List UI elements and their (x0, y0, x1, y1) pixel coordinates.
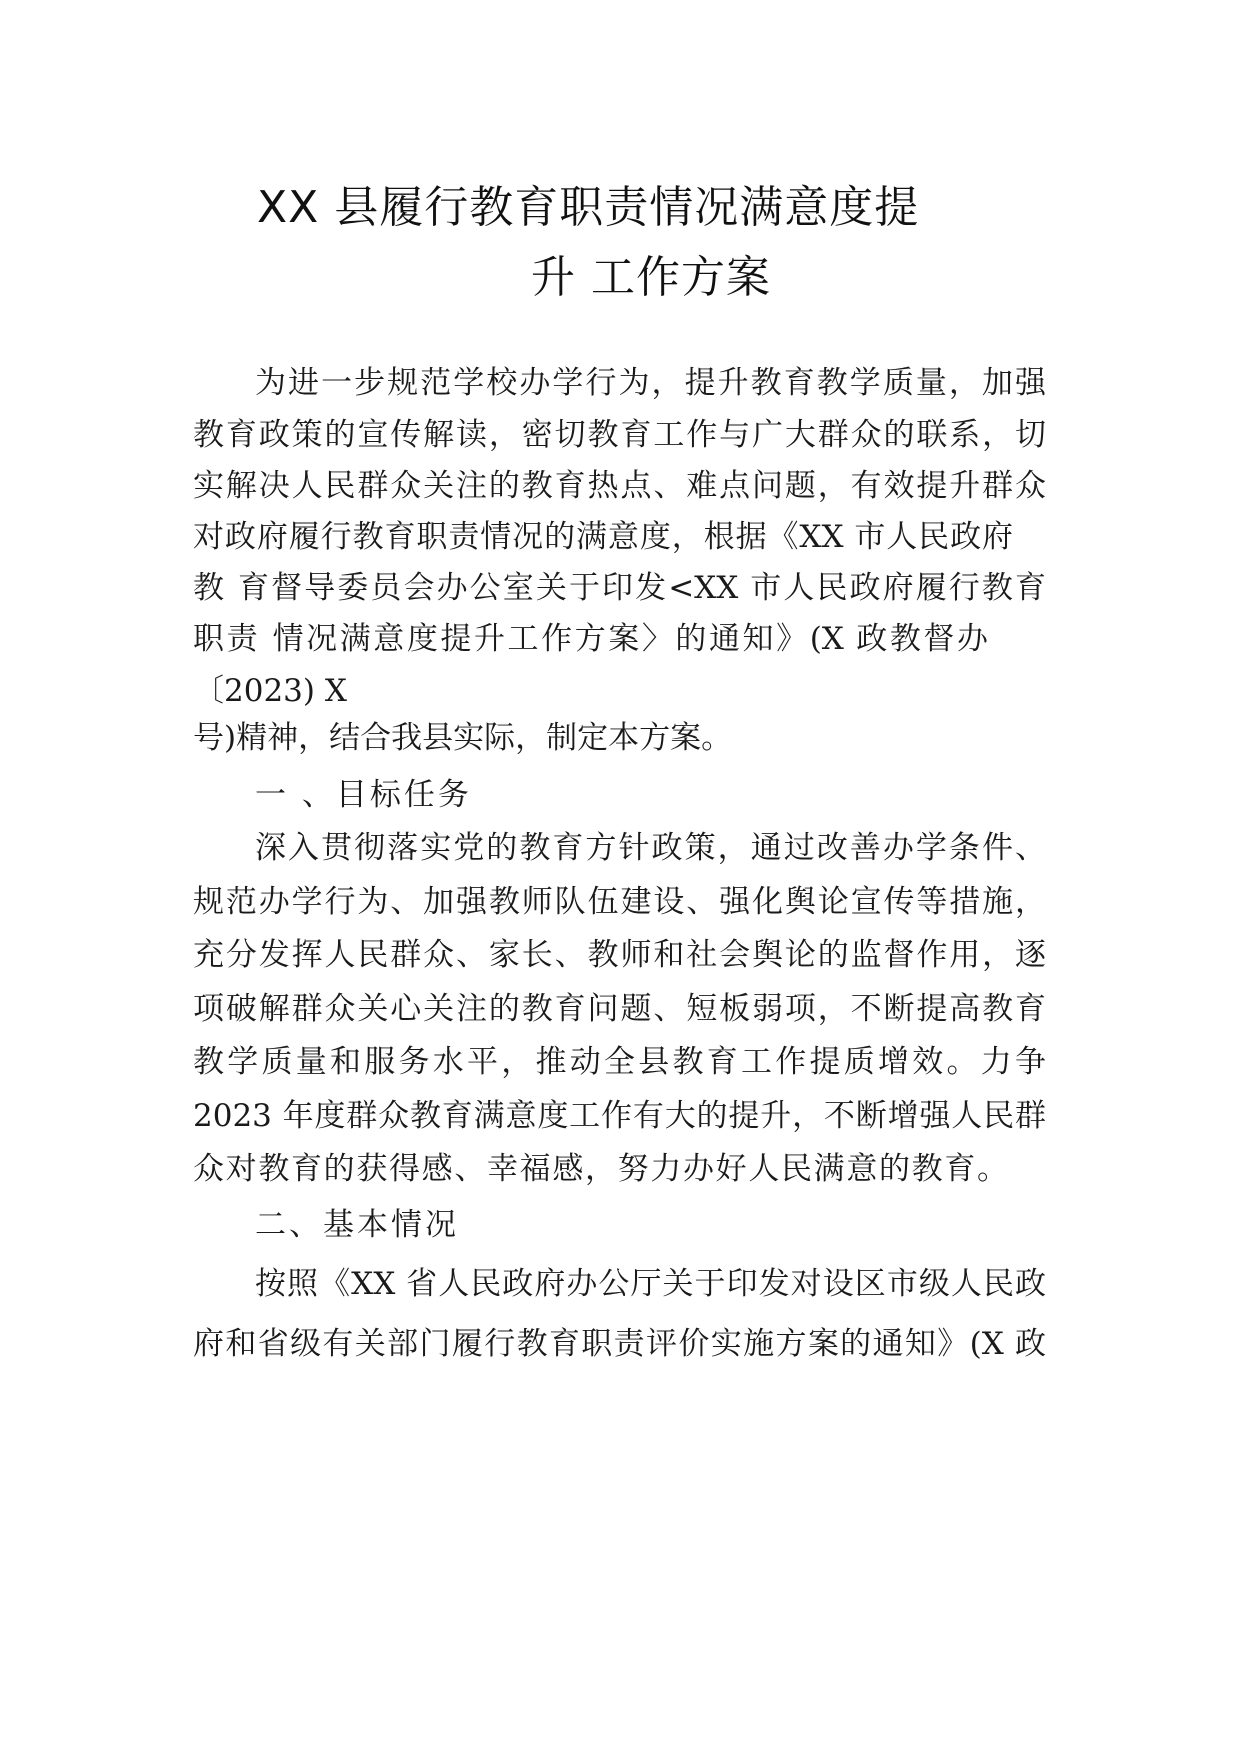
intro-line-1: 为进一步规范学校办学行为，提升教育教学质量，加强 (255, 365, 1046, 401)
intro-line-5: 教 育督导委员会办公室关于印发<XX 市人民政府履行教育 (193, 570, 1046, 606)
intro-line-4: 对政府履行教育职责情况的满意度，根据《XX 市人民政府 (193, 519, 1013, 555)
intro-line-3: 实解决人民群众关注的教育热点、难点问题，有效提升群众 (193, 468, 1046, 504)
intro-line-7: 〔2023) X (193, 673, 347, 709)
intro-line-6: 职责 情况满意度提升工作方案〉的通知》(X 政教督办 (193, 621, 988, 657)
section-1-line-5: 教学质量和服务水平，推动全县教育工作提质增效。力争 (193, 1044, 1046, 1080)
section-1-heading: 一 、目标任务 (255, 777, 472, 813)
section-1-line-6: 2023 年度群众教育满意度工作有大的提升，不断增强人民群 (193, 1098, 1046, 1134)
intro-line-8: 号)精神，结合我县实际，制定本方案。 (193, 720, 733, 756)
section-1-line-4: 项破解群众关心关注的教育问题、短板弱项，不断提高教育 (193, 991, 1046, 1027)
section-1-line-7: 众对教育的获得感、幸福感，努力办好人民满意的教育。 (193, 1151, 1008, 1187)
section-1-line-2: 规范办学行为、加强教师队伍建设、强化舆论宣传等措施， (193, 884, 1046, 920)
section-1-line-1: 深入贯彻落实党的教育方针政策，通过改善办学条件、 (255, 830, 1046, 866)
section-1-line-3: 充分发挥人民群众、家长、教师和社会舆论的监督作用，逐 (193, 937, 1046, 973)
document-title-line-2: 升 工作方案 (531, 252, 771, 303)
document-title-line-1: XX 县履行教育职责情况满意度提 (257, 182, 920, 233)
section-2-line-1: 按照《XX 省人民政府办公厅关于印发对设区市级人民政 (255, 1266, 1046, 1302)
section-2-heading: 二、基本情况 (255, 1207, 459, 1243)
section-2-line-2: 府和省级有关部门履行教育职责评价实施方案的通知》(X 政 (193, 1326, 1046, 1362)
intro-line-2: 教育政策的宣传解读，密切教育工作与广大群众的联系，切 (193, 417, 1046, 453)
